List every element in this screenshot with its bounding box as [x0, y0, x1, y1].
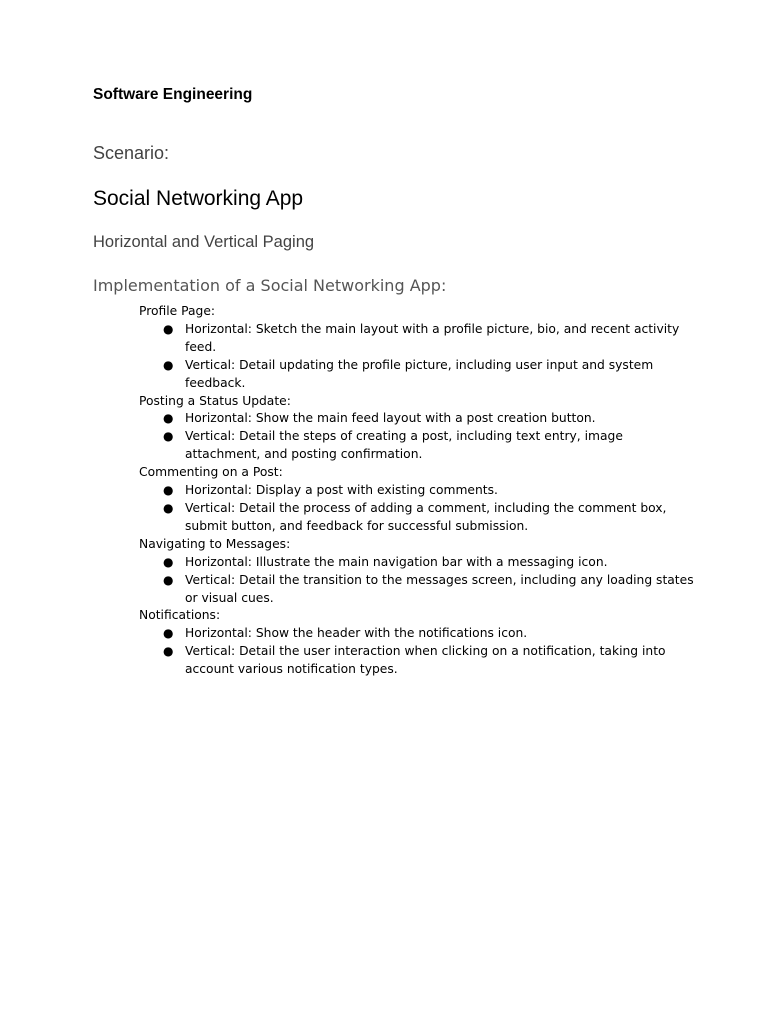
section-posting-status: [139, 393, 699, 465]
section-heading: Notifications:: [139, 608, 221, 623]
bullet-icon: ●: [163, 572, 174, 587]
list-item: [139, 428, 699, 464]
scenario-label: Scenario:: [93, 143, 170, 163]
list-item: [139, 554, 699, 572]
course-title: Software Engineering: [93, 86, 253, 103]
section-heading: Profile Page:: [139, 304, 216, 318]
bullet-icon: ●: [163, 626, 174, 641]
paging-title: Horizontal and Vertical Paging: [93, 233, 315, 251]
bullet-text: Vertical: Detail updating the profile picture, including user input and system feedback.: [185, 357, 654, 390]
list-item: [139, 500, 699, 536]
section-notifications: [139, 607, 699, 679]
bullet-icon: ●: [163, 500, 174, 515]
bullet-icon: ●: [163, 429, 174, 444]
bullet-list: [139, 554, 699, 608]
bullet-text: Horizontal: Illustrate the main navigation bar with a messaging icon.: [185, 554, 608, 569]
bullet-icon: ●: [163, 411, 174, 426]
bullet-icon: ●: [163, 644, 174, 659]
section-messages: [139, 536, 699, 608]
list-item: [139, 410, 699, 428]
list-item: [139, 321, 699, 357]
list-item: [139, 625, 699, 643]
sections-list: [139, 303, 699, 679]
bullet-text: Horizontal: Show the main feed layout with a post creation button.: [185, 411, 596, 426]
app-title: Social Networking App: [93, 187, 304, 210]
section-commenting: [139, 464, 699, 536]
bullet-list: [139, 625, 699, 679]
bullet-text: Horizontal: Display a post with existing comments.: [185, 483, 498, 498]
bullet-text: Vertical: Detail the steps of creating a post, including text entry, image attachment, and posting confirmation.: [185, 429, 623, 462]
bullet-text: Horizontal: Sketch the main layout with a profile picture, bio, and recent activity feed.: [185, 321, 680, 354]
bullet-list: [139, 482, 699, 536]
list-item: [139, 572, 699, 608]
section-heading: Posting a Status Update:: [139, 393, 291, 408]
section-heading: Commenting on a Post:: [139, 465, 283, 480]
bullet-icon: ●: [163, 554, 174, 569]
section-heading: Navigating to Messages:: [139, 536, 291, 551]
bullet-text: Horizontal: Show the header with the notifications icon.: [185, 626, 528, 641]
bullet-icon: ●: [163, 321, 174, 336]
bullet-list: [139, 321, 699, 393]
list-item: [139, 643, 699, 679]
bullet-text: Vertical: Detail the transition to the messages screen, including any loading states or visual cues.: [185, 572, 694, 605]
bullet-list: [139, 410, 699, 464]
list-item: [139, 482, 699, 500]
bullet-icon: ●: [163, 483, 174, 498]
section-profile-page: [139, 303, 699, 393]
bullet-text: Vertical: Detail the process of adding a comment, including the comment box, submit button, and feedback for successful submission.: [185, 500, 667, 533]
list-item: [139, 357, 699, 393]
bullet-text: Vertical: Detail the user interaction when clicking on a notification, taking into account various notification types.: [185, 644, 666, 677]
bullet-icon: ●: [163, 357, 174, 372]
implementation-title: Implementation of a Social Networking App:: [93, 276, 447, 295]
